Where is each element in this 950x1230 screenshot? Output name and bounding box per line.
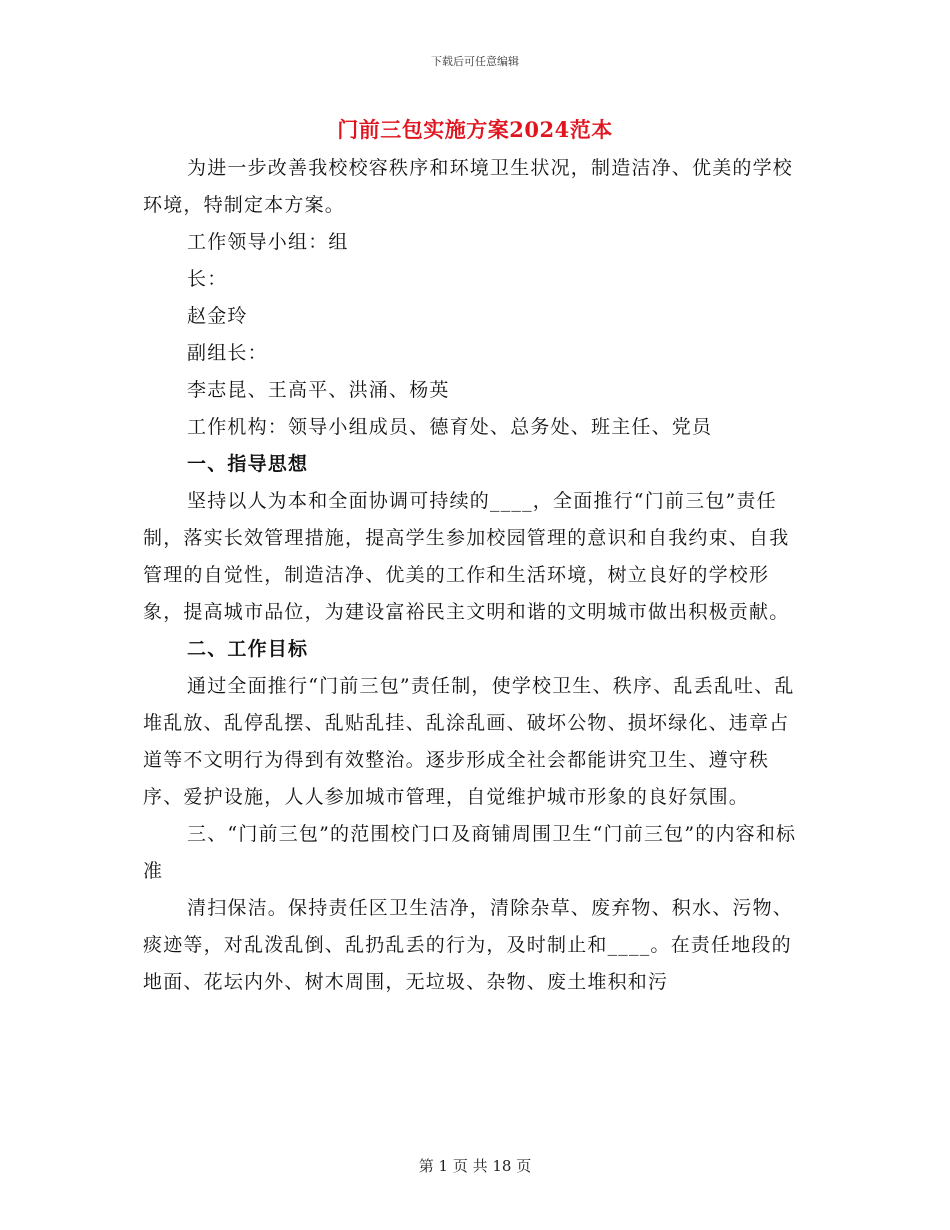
guiding-ideology-paragraph: 坚持以人为本和全面协调可持续的____，全面推行“门前三包”责任制，落实长效管理措施，提高学生参加校园管理的意识和自我约束、自我管理的自觉性，制造洁净、优美的工作和生活环境，树立良好的学校形象，提高城市品位，为建设富裕民主文明和谐的文明城市做出积极贡献。 bbox=[143, 490, 790, 623]
section-heading-work-goals: 二、工作目标 bbox=[187, 638, 309, 660]
intro-paragraph: 为进一步改善我校校容秩序和环境卫生状况，制造洁净、优美的学校环境，特制定本方案。 bbox=[143, 157, 794, 216]
cleaning-paragraph: 清扫保洁。保持责任区卫生洁净，清除杂草、废弃物、积水、污物、痰迹等，对乱泼乱倒、乱扔乱丢的行为，及时制止和____。在责任地段的地面、花坛内外、树木周围，无垃圾、杂物、废土堆积和污 bbox=[143, 897, 794, 993]
page-header-note: 下载后可任意编辑 bbox=[431, 55, 519, 68]
leadership-group-line: 工作领导小组：组 bbox=[187, 231, 349, 253]
section-heading-guiding-ideology: 一、指导思想 bbox=[187, 453, 309, 475]
page-number: 第 1 页 共 18 页 bbox=[418, 1157, 532, 1175]
work-goals-paragraph: 通过全面推行“门前三包”责任制，使学校卫生、秩序、乱丢乱吐、乱堆乱放、乱停乱摆、乱贴乱挂、乱涂乱画、破坏公物、损坏绿化、违章占道等不文明行为得到有效整治。逐步形成全社会都能讲究卫生、遵守秩序、爱护设施，人人参加城市管理，自觉维护城市形象的良好氛围。 bbox=[143, 675, 795, 808]
work-organization-line: 工作机构：领导小组成员、德育处、总务处、班主任、党员 bbox=[187, 416, 713, 438]
section-heading-scope: 三、“门前三包”的范围校门口及商铺周围卫生“门前三包”的内容和标准 bbox=[143, 823, 797, 882]
document-title: 门前三包实施方案2024范本 bbox=[337, 117, 613, 142]
leader-title-line: 长： bbox=[187, 268, 228, 290]
leader-name: 赵金玲 bbox=[187, 305, 248, 327]
document-body bbox=[143, 150, 803, 1001]
deputy-leader-title: 副组长： bbox=[187, 342, 268, 364]
deputy-leader-names: 李志昆、王高平、洪涌、杨英 bbox=[187, 379, 450, 401]
